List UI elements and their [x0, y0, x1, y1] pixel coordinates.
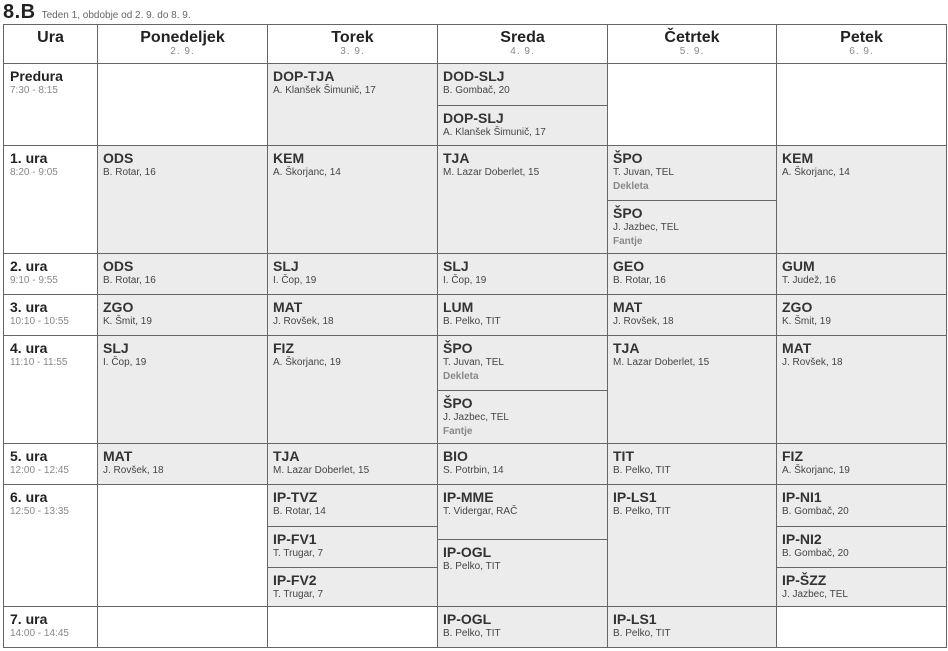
lesson[interactable]	[608, 254, 776, 288]
lesson[interactable]	[438, 539, 607, 574]
lesson-subject: MAT	[782, 340, 812, 356]
lesson-subject: KEM	[273, 150, 305, 166]
lesson-teacher: T. Judež, 16	[782, 275, 836, 286]
lesson[interactable]	[438, 607, 607, 641]
lesson[interactable]	[777, 485, 946, 526]
column-header-tuesday: Torek 3. 9.	[268, 25, 438, 64]
lesson-teacher: J. Rovšek, 18	[782, 357, 843, 368]
day-cell-wednesday	[438, 444, 608, 485]
hour-label: 6. ura	[10, 489, 48, 505]
lesson-teacher: A. Škorjanc, 14	[782, 167, 850, 178]
lesson[interactable]	[268, 64, 437, 98]
lesson-teacher: I. Čop, 19	[103, 357, 147, 368]
lesson-teacher: J. Jazbec, TEL	[443, 412, 509, 423]
lesson[interactable]	[777, 336, 946, 370]
day-cell-thursday	[608, 254, 777, 295]
timetable-row	[4, 146, 947, 254]
hour-time: 12:50 - 13:35	[10, 506, 69, 517]
lesson[interactable]	[777, 295, 946, 329]
day-cell-friday	[777, 254, 947, 295]
lesson-teacher: J. Rovšek, 18	[103, 465, 164, 476]
hour-time: 8:20 - 9:05	[10, 167, 58, 178]
lesson-teacher: I. Čop, 19	[443, 275, 487, 286]
lesson-subject: LUM	[443, 299, 474, 315]
lesson-teacher: A. Klanšek Šimunič, 17	[273, 85, 376, 96]
lesson-subject: TJA	[273, 448, 300, 464]
lesson-teacher: B. Rotar, 16	[103, 167, 156, 178]
lesson-subject: IP-OGL	[443, 544, 492, 560]
day-cell-thursday	[608, 485, 777, 607]
lesson[interactable]	[777, 526, 946, 567]
hour-cell	[4, 64, 98, 146]
lesson-group: Fantje	[443, 426, 473, 437]
column-header-wednesday: Sreda 4. 9.	[438, 25, 608, 64]
lesson[interactable]	[268, 254, 437, 288]
lesson[interactable]	[608, 485, 776, 519]
lesson-teacher: A. Škorjanc, 19	[273, 357, 341, 368]
lesson-teacher: A. Škorjanc, 14	[273, 167, 341, 178]
lesson-teacher: B. Rotar, 16	[613, 275, 666, 286]
column-header-friday: Petek 6. 9.	[777, 25, 947, 64]
lesson-subject: IP-NI2	[782, 531, 822, 547]
lesson-subject: IP-FV2	[273, 572, 317, 588]
lesson-subject: ODS	[103, 258, 134, 274]
lesson[interactable]	[268, 146, 437, 180]
hour-time: 14:00 - 14:45	[10, 628, 69, 639]
day-cell-friday	[777, 336, 947, 444]
day-cell-tuesday	[268, 485, 438, 607]
lesson-teacher: J. Jazbec, TEL	[782, 589, 848, 600]
hour-time: 9:10 - 9:55	[10, 275, 58, 286]
hour-cell	[4, 254, 98, 295]
lesson-subject: DOP-TJA	[273, 68, 335, 84]
lesson[interactable]	[438, 336, 607, 390]
day-cell-monday	[98, 336, 268, 444]
lesson-subject: IP-NI1	[782, 489, 822, 505]
day-cell-wednesday	[438, 146, 608, 254]
day-cell-monday	[98, 254, 268, 295]
day-cell-monday	[98, 64, 268, 146]
day-cell-wednesday	[438, 64, 608, 146]
column-header-thursday: Četrtek 5. 9.	[608, 25, 777, 64]
lesson-teacher: B. Pelko, TIT	[443, 316, 501, 327]
lesson-subject: DOD-SLJ	[443, 68, 505, 84]
lesson-subject: MAT	[613, 299, 643, 315]
lesson-group: Dekleta	[443, 371, 479, 382]
lesson-group: Fantje	[613, 236, 643, 247]
day-cell-thursday	[608, 64, 777, 146]
lesson-teacher: J. Jazbec, TEL	[613, 222, 679, 233]
lesson-teacher: T. Juvan, TEL	[443, 357, 504, 368]
hour-cell	[4, 607, 98, 648]
day-cell-tuesday	[268, 64, 438, 146]
hour-label: 4. ura	[10, 340, 48, 356]
day-cell-thursday	[608, 336, 777, 444]
lesson-subject: ŠPO	[443, 340, 473, 356]
hour-cell	[4, 146, 98, 254]
lesson[interactable]	[608, 336, 776, 370]
day-cell-tuesday	[268, 295, 438, 336]
lesson-teacher: B. Pelko, TIT	[613, 506, 671, 517]
lesson-subject: ODS	[103, 150, 134, 166]
hour-label: Predura	[10, 68, 63, 84]
lesson-subject: ZGO	[782, 299, 813, 315]
lesson[interactable]	[777, 254, 946, 288]
day-cell-friday	[777, 485, 947, 607]
day-cell-thursday	[608, 146, 777, 254]
lesson-teacher: J. Rovšek, 18	[613, 316, 674, 327]
lesson-teacher: A. Klanšek Šimunič, 17	[443, 127, 546, 138]
lesson[interactable]	[438, 146, 607, 180]
day-cell-monday	[98, 444, 268, 485]
lesson[interactable]	[268, 567, 437, 602]
lesson-subject: IP-LS1	[613, 489, 657, 505]
lesson[interactable]	[438, 390, 607, 438]
lesson-subject: TIT	[613, 448, 634, 464]
header	[3, 1, 191, 23]
hour-cell	[4, 295, 98, 336]
lesson[interactable]	[98, 444, 267, 478]
column-header-monday: Ponedeljek 2. 9.	[98, 25, 268, 64]
lesson[interactable]	[608, 146, 776, 200]
day-cell-friday	[777, 64, 947, 146]
lesson-teacher: B. Gombač, 20	[443, 85, 510, 96]
period-label: Teden 1, obdobje od 2. 9. do 8. 9.	[41, 10, 191, 21]
lesson-subject: IP-MME	[443, 489, 494, 505]
lesson[interactable]	[438, 254, 607, 288]
lesson-subject: SLJ	[273, 258, 299, 274]
hour-time: 12:00 - 12:45	[10, 465, 69, 476]
hour-time: 10:10 - 10:55	[10, 316, 69, 327]
timetable	[3, 24, 947, 648]
hour-cell	[4, 485, 98, 607]
timetable-row	[4, 444, 947, 485]
hour-label: 1. ura	[10, 150, 48, 166]
day-cell-tuesday	[268, 336, 438, 444]
lesson-teacher: M. Lazar Doberlet, 15	[443, 167, 540, 178]
lesson-teacher: K. Šmit, 19	[103, 316, 152, 327]
timetable-row	[4, 607, 947, 648]
lesson-subject: ŠPO	[613, 205, 643, 221]
lesson-subject: SLJ	[443, 258, 469, 274]
lesson[interactable]	[268, 485, 437, 526]
lesson-subject: SLJ	[103, 340, 129, 356]
lesson[interactable]	[777, 444, 946, 478]
lesson-subject: MAT	[103, 448, 133, 464]
lesson[interactable]	[98, 146, 267, 180]
hour-label: 7. ura	[10, 611, 48, 627]
hour-label: 2. ura	[10, 258, 48, 274]
lesson[interactable]	[608, 200, 776, 248]
lesson[interactable]	[608, 607, 776, 641]
lesson[interactable]	[98, 295, 267, 329]
lesson-subject: IP-OGL	[443, 611, 492, 627]
lesson-subject: IP-LS1	[613, 611, 657, 627]
day-cell-wednesday	[438, 485, 608, 607]
lesson-teacher: S. Potrbin, 14	[443, 465, 504, 476]
day-cell-tuesday	[268, 254, 438, 295]
lesson-subject: IP-TVZ	[273, 489, 318, 505]
lesson-subject: ŠPO	[443, 395, 473, 411]
day-cell-tuesday	[268, 444, 438, 485]
lesson-subject: FIZ	[273, 340, 294, 356]
day-cell-tuesday	[268, 607, 438, 648]
day-cell-monday	[98, 146, 268, 254]
lesson-subject: GEO	[613, 258, 645, 274]
timetable-row	[4, 485, 947, 607]
hour-time: 7:30 - 8:15	[10, 85, 58, 96]
timetable-row	[4, 336, 947, 444]
day-cell-monday	[98, 295, 268, 336]
lesson-subject: BIO	[443, 448, 468, 464]
lesson-subject: KEM	[782, 150, 814, 166]
lesson[interactable]	[608, 444, 776, 478]
lesson[interactable]	[608, 295, 776, 329]
lesson-teacher: T. Juvan, TEL	[613, 167, 674, 178]
lesson-teacher: I. Čop, 19	[273, 275, 317, 286]
lesson-subject: TJA	[443, 150, 470, 166]
timetable-row	[4, 254, 947, 295]
lesson-subject: GUM	[782, 258, 815, 274]
hour-cell	[4, 444, 98, 485]
day-cell-wednesday	[438, 254, 608, 295]
column-header-ura: Ura	[4, 25, 98, 64]
lesson-teacher: J. Rovšek, 18	[273, 316, 334, 327]
day-cell-monday	[98, 485, 268, 607]
lesson[interactable]	[777, 567, 946, 602]
lesson-subject: MAT	[273, 299, 303, 315]
lesson-teacher: B. Pelko, TIT	[443, 561, 501, 572]
day-cell-friday	[777, 295, 947, 336]
day-cell-thursday	[608, 444, 777, 485]
lesson-subject: DOP-SLJ	[443, 110, 504, 126]
lesson-teacher: B. Pelko, TIT	[613, 465, 671, 476]
day-cell-tuesday	[268, 146, 438, 254]
lesson[interactable]	[268, 526, 437, 567]
timetable-header-row	[4, 25, 947, 64]
day-cell-wednesday	[438, 336, 608, 444]
lesson-teacher: B. Rotar, 16	[103, 275, 156, 286]
lesson-subject: ZGO	[103, 299, 134, 315]
day-cell-friday	[777, 444, 947, 485]
lesson-teacher: B. Pelko, TIT	[443, 628, 501, 639]
lesson-teacher: B. Pelko, TIT	[613, 628, 671, 639]
lesson[interactable]	[268, 336, 437, 370]
day-cell-wednesday	[438, 295, 608, 336]
lesson[interactable]	[98, 336, 267, 370]
lesson-teacher: M. Lazar Doberlet, 15	[613, 357, 710, 368]
day-cell-monday	[98, 607, 268, 648]
hour-label: 5. ura	[10, 448, 48, 464]
day-cell-friday	[777, 146, 947, 254]
lesson-teacher: M. Lazar Doberlet, 15	[273, 465, 370, 476]
lesson[interactable]	[98, 254, 267, 288]
lesson-teacher: A. Škorjanc, 19	[782, 465, 850, 476]
day-cell-thursday	[608, 295, 777, 336]
lesson-subject: FIZ	[782, 448, 803, 464]
timetable-row	[4, 295, 947, 336]
lesson[interactable]	[438, 485, 607, 539]
day-cell-friday	[777, 607, 947, 648]
lesson-subject: IP-FV1	[273, 531, 317, 547]
hour-label: 3. ura	[10, 299, 48, 315]
lesson-teacher: T. Vidergar, RAČ	[443, 506, 518, 517]
day-cell-wednesday	[438, 607, 608, 648]
lesson[interactable]	[777, 146, 946, 180]
lesson[interactable]	[438, 444, 607, 478]
lesson-teacher: B. Gombač, 20	[782, 548, 849, 559]
lesson-subject: TJA	[613, 340, 640, 356]
lesson-group: Dekleta	[613, 181, 649, 192]
lesson[interactable]	[268, 444, 437, 478]
lesson-teacher: B. Rotar, 14	[273, 506, 326, 517]
lesson-subject: ŠPO	[613, 150, 643, 166]
lesson[interactable]	[438, 105, 607, 140]
lesson[interactable]	[438, 64, 607, 105]
timetable-row	[4, 64, 947, 146]
day-cell-thursday	[608, 607, 777, 648]
class-title: 8.B	[3, 1, 36, 23]
lesson[interactable]	[268, 295, 437, 329]
lesson-teacher: T. Trugar, 7	[273, 589, 324, 600]
lesson[interactable]	[438, 295, 607, 329]
lesson-teacher: B. Gombač, 20	[782, 506, 849, 517]
hour-time: 11:10 - 11:55	[10, 357, 68, 368]
hour-cell	[4, 336, 98, 444]
lesson-teacher: T. Trugar, 7	[273, 548, 324, 559]
lesson-teacher: K. Šmit, 19	[782, 316, 831, 327]
lesson-subject: IP-ŠZZ	[782, 572, 827, 588]
